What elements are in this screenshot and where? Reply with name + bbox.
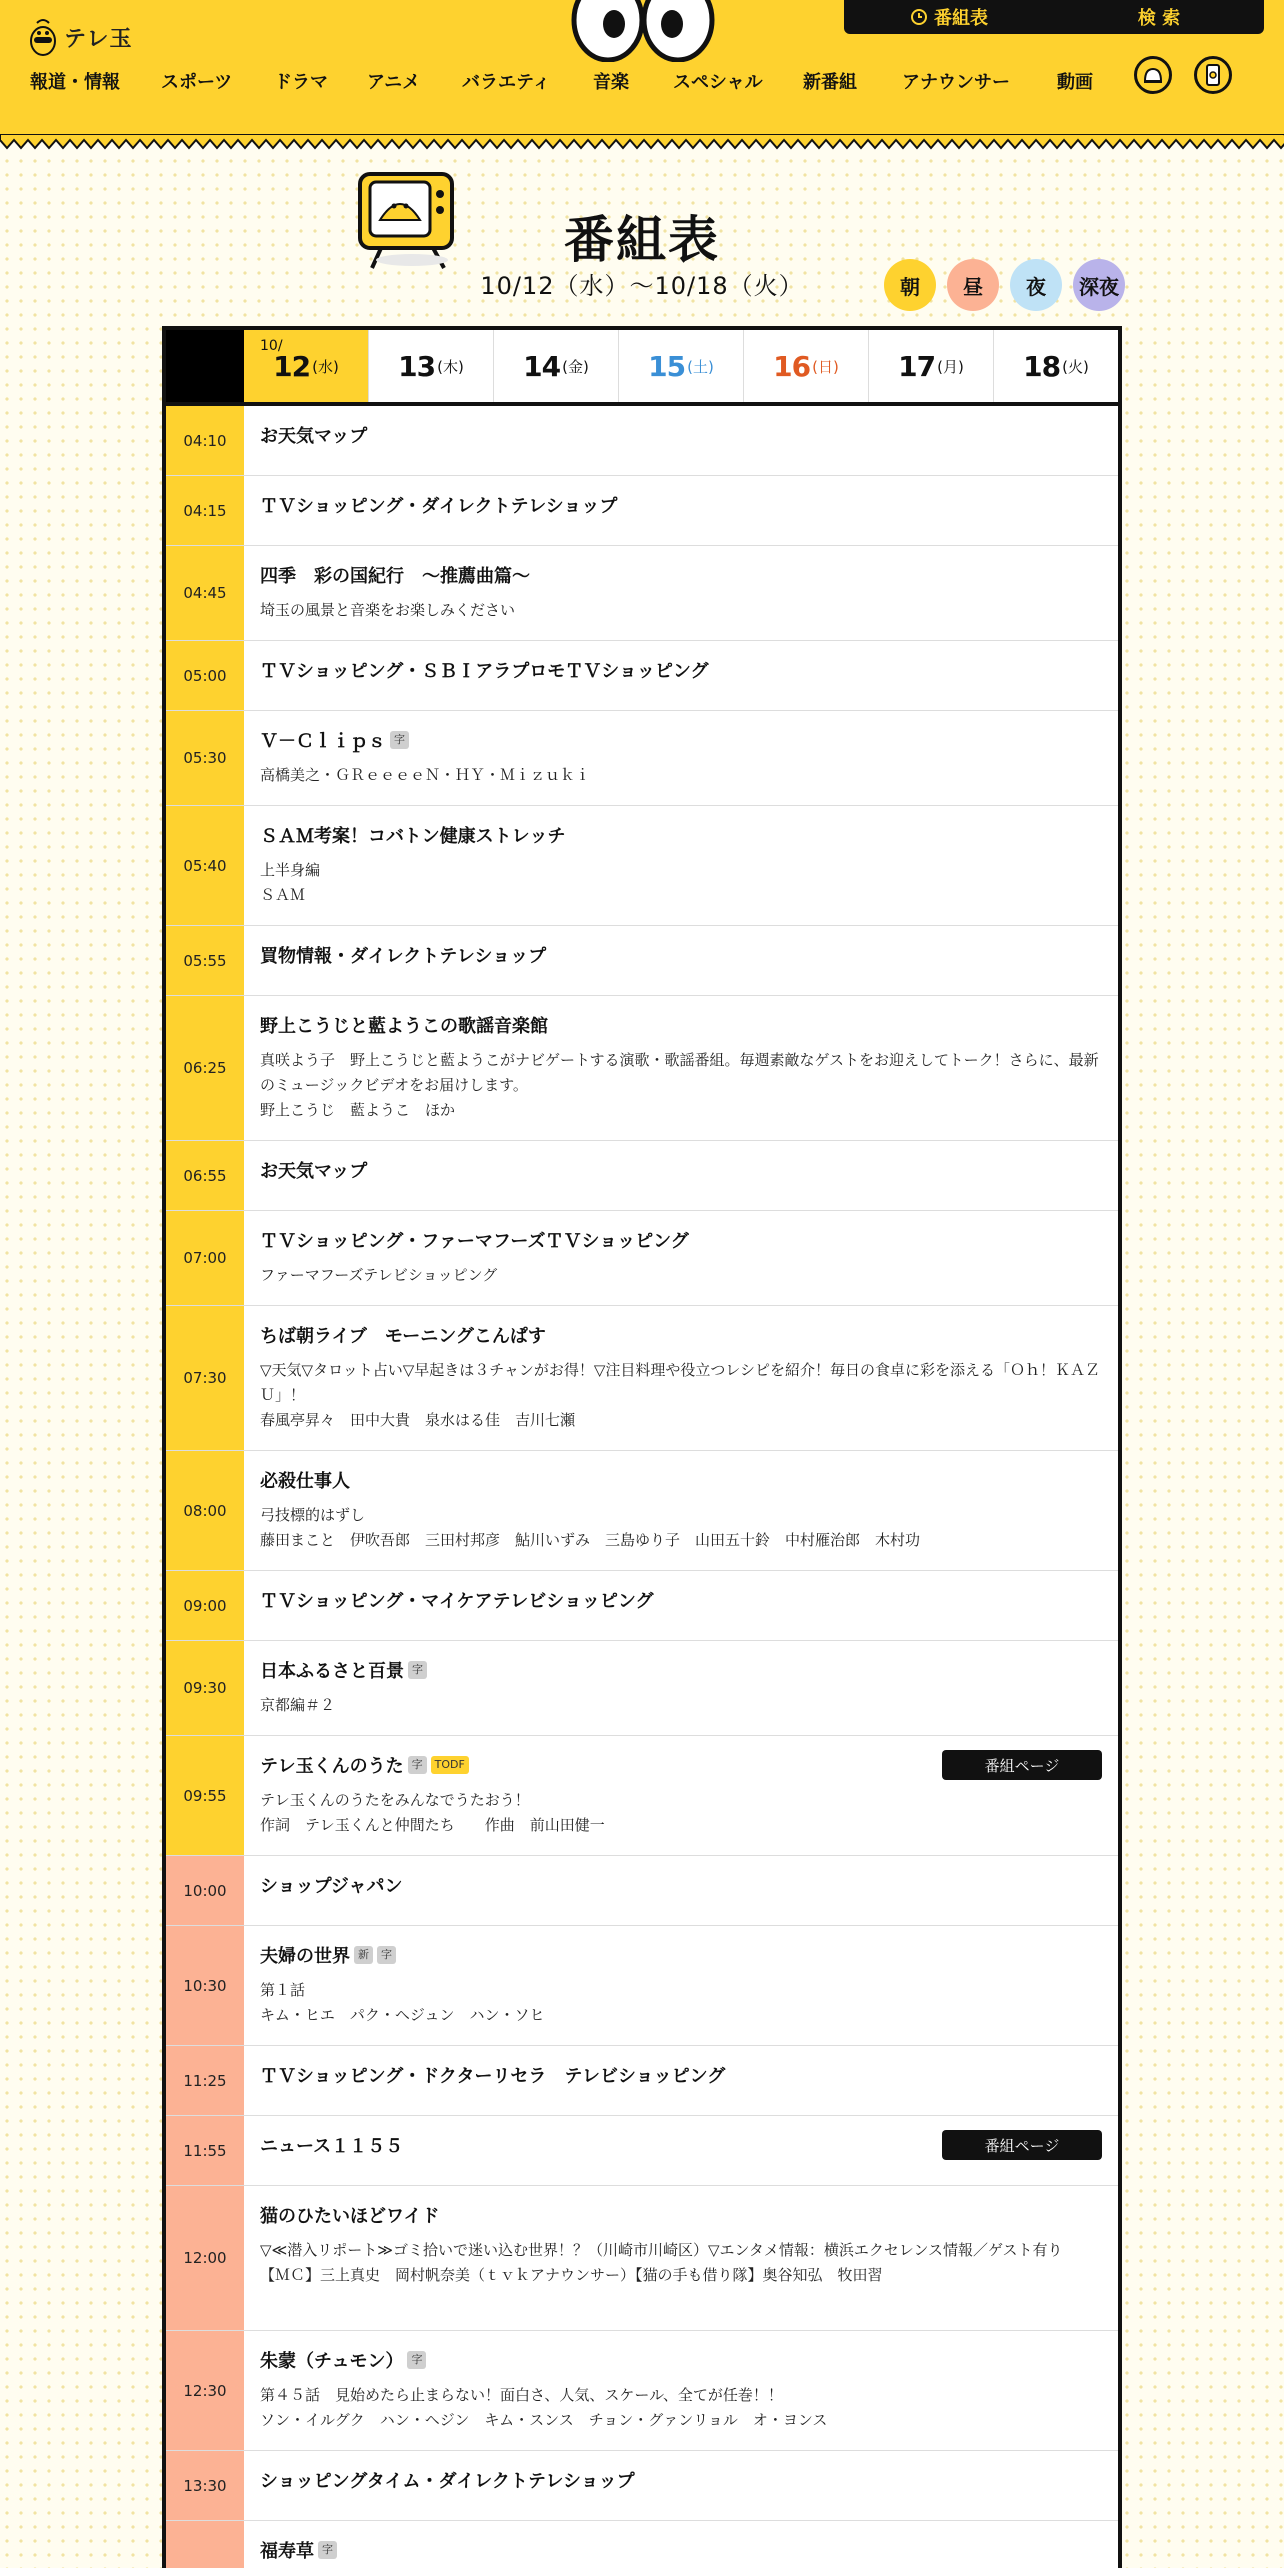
program-title[interactable]: 野上こうじと藍ようこの歌謡音楽館 bbox=[260, 1016, 548, 1037]
program-title[interactable]: 朱蒙（チュモン） bbox=[260, 2351, 404, 2372]
program-description-line: 春風亭昇々 田中大貴 泉水はる佳 吉川七瀬 bbox=[260, 1411, 576, 1429]
program-time: 05:00 bbox=[166, 641, 244, 710]
program-description-line: ソン・イルグク ハン・ヘジン キム・スンス チョン・グァンリョル オ・ヨンス bbox=[260, 2411, 828, 2429]
program-title[interactable]: ショップジャパン bbox=[260, 1876, 403, 1897]
mascot-eyes-icon bbox=[568, 0, 718, 62]
program-row[interactable] bbox=[166, 1926, 1118, 2046]
program-title[interactable]: 買物情報・ダイレクトテレショップ bbox=[260, 946, 547, 967]
date-day: 18 bbox=[1023, 349, 1061, 383]
program-description-line: 藤田まこと 伊吹吾郎 三田村邦彦 鮎川いずみ 三島ゆり子 山田五十鈴 中村雁治郎 木村功 bbox=[260, 1531, 921, 1549]
program-row[interactable] bbox=[166, 476, 1118, 546]
program-time: 10:30 bbox=[166, 1926, 244, 2045]
program-row[interactable] bbox=[166, 711, 1118, 806]
time-filter-group bbox=[884, 259, 1125, 311]
program-title[interactable]: ＴＶショッピング・ダイレクトテレショップ bbox=[260, 496, 618, 517]
tv-mascot-icon bbox=[352, 168, 460, 272]
program-title-line bbox=[260, 1944, 1102, 1966]
program-detail bbox=[244, 1571, 1118, 1640]
site-header bbox=[0, 0, 1284, 140]
program-row[interactable] bbox=[166, 1141, 1118, 1211]
program-row[interactable] bbox=[166, 2116, 1118, 2186]
program-time: 08:00 bbox=[166, 1451, 244, 1570]
program-time: 06:25 bbox=[166, 996, 244, 1140]
program-title[interactable]: ＳＡＭ考案！コバトン健康ストレッチ bbox=[260, 826, 566, 847]
program-title[interactable]: 必殺仕事人 bbox=[260, 1471, 350, 1492]
program-row[interactable] bbox=[166, 406, 1118, 476]
date-day: 13 bbox=[398, 349, 436, 383]
program-title[interactable]: テレ玉くんのうた bbox=[260, 1756, 404, 1777]
date-month: 10/ bbox=[260, 338, 283, 354]
program-description bbox=[260, 598, 1102, 623]
program-description-line: 高橋美之・ＧＲｅｅｅｅＮ・ＨＹ・Ｍｉｚｕｋｉ bbox=[260, 766, 591, 784]
program-description bbox=[260, 1048, 1102, 1123]
program-title[interactable]: ニュース１１５５ bbox=[260, 2136, 404, 2157]
program-detail bbox=[244, 711, 1118, 805]
filter-late-night[interactable]: 深夜 bbox=[1073, 259, 1125, 311]
program-description bbox=[260, 1978, 1102, 2028]
program-title[interactable]: ＴＶショッピング・マイケアテレビショッピング bbox=[260, 1591, 654, 1612]
program-description-line: 第４５話 見始めたら止まらない！面白さ、人気、スケール、全てが任巻！！ bbox=[260, 2386, 783, 2404]
date-tab[interactable] bbox=[618, 330, 743, 402]
program-time: 09:00 bbox=[166, 1571, 244, 1640]
nav-icon-group bbox=[1134, 56, 1232, 94]
nav-videos[interactable]: 動画 bbox=[1057, 72, 1093, 93]
logo-text: テレ玉 bbox=[64, 26, 133, 52]
program-description bbox=[260, 1788, 1102, 1838]
program-page-button[interactable]: 番組ページ bbox=[942, 1750, 1102, 1780]
bell-mascot-icon bbox=[1141, 63, 1165, 87]
program-description-line: テレ玉くんのうたをみんなでうたおう！ bbox=[260, 1791, 530, 1809]
program-detail bbox=[244, 2451, 1118, 2520]
program-title-line bbox=[260, 1229, 1102, 1251]
program-row[interactable] bbox=[166, 1856, 1118, 1926]
program-row[interactable] bbox=[166, 1306, 1118, 1451]
date-tab[interactable] bbox=[743, 330, 868, 402]
program-description-line: ▽天気▽タロット占い▽早起きは３チャンがお得！▽注目料理や役立つレシピを紹介！毎日の食卓に彩を添える「Ｏｈ！ＫＡＺＵ」！ bbox=[260, 1361, 1101, 1404]
date-day: 15 bbox=[648, 349, 686, 383]
program-time: 04:15 bbox=[166, 476, 244, 545]
program-detail bbox=[244, 806, 1118, 925]
program-title[interactable]: お天気マップ bbox=[260, 1161, 368, 1182]
program-page-button[interactable]: 番組ページ bbox=[942, 2130, 1102, 2160]
program-description-line: 真咲よう子 野上こうじと藍ようこがナビゲートする演歌・歌謡番組。毎週素敵なゲストをお迎えしてトーク！さらに、最新のミュージックビデオをお届けします。 bbox=[260, 1051, 1099, 1094]
header-zigzag-edge bbox=[0, 134, 1284, 150]
search-link-label: 検 索 bbox=[1137, 8, 1181, 29]
program-detail bbox=[244, 641, 1118, 710]
program-title-line bbox=[260, 1159, 1102, 1181]
program-badge: 字 bbox=[408, 1661, 427, 1679]
date-tab[interactable] bbox=[493, 330, 618, 402]
date-weekday: (金) bbox=[562, 357, 589, 376]
program-row[interactable] bbox=[166, 2451, 1118, 2521]
program-title[interactable]: ＴＶショッピング・ファーマフーズＴＶショッピング bbox=[260, 1231, 689, 1252]
program-description-line: 【ＭＣ】三上真史 岡村帆奈美（ｔｖｋアナウンサー）【猫の手も借り隊】奥谷知弘 牧田習 bbox=[260, 2266, 883, 2284]
program-time: 04:10 bbox=[166, 406, 244, 475]
logo[interactable] bbox=[28, 14, 133, 60]
schedule-table bbox=[162, 326, 1122, 2568]
program-title[interactable]: ＴＶショッピング・ＳＢＩアラプロモＴＶショッピング bbox=[260, 661, 709, 682]
date-corner bbox=[166, 330, 244, 402]
date-tabs bbox=[166, 330, 1118, 406]
program-detail bbox=[244, 2186, 1118, 2330]
program-detail bbox=[244, 1641, 1118, 1735]
program-title[interactable]: ＴＶショッピング・ドクターリセラ テレビショッピング bbox=[260, 2066, 726, 2087]
main-nav bbox=[30, 66, 1093, 96]
program-badge: 字 bbox=[408, 1756, 427, 1774]
program-detail bbox=[244, 2046, 1118, 2115]
program-time: 04:45 bbox=[166, 546, 244, 640]
program-description-line: 第１話 bbox=[260, 1981, 306, 1999]
date-weekday: (土) bbox=[687, 357, 714, 376]
program-detail bbox=[244, 2331, 1118, 2450]
program-title[interactable]: ショッピングタイム・ダイレクトテレショップ bbox=[260, 2471, 635, 2492]
program-detail bbox=[244, 1141, 1118, 1210]
program-badge: 字 bbox=[318, 2541, 337, 2559]
tele-tama-mascot-icon bbox=[28, 17, 58, 57]
nav-variety[interactable]: バラエティ bbox=[462, 72, 551, 93]
date-tab[interactable] bbox=[244, 330, 368, 402]
program-title-line bbox=[260, 824, 1102, 846]
program-description-line: ▽≪潜入リポート≫ゴミ拾いで迷い込む世界！？（川崎市川崎区）▽エンタメ情報：横浜エクセレンス情報／ゲスト有り bbox=[260, 2241, 1063, 2259]
date-weekday: (水) bbox=[312, 357, 339, 376]
date-day: 17 bbox=[898, 349, 936, 383]
program-row[interactable] bbox=[166, 546, 1118, 641]
program-title[interactable]: ちば朝ライブ モーニングこんぱす bbox=[260, 1326, 546, 1347]
program-title-line bbox=[260, 2204, 1102, 2226]
date-day: 16 bbox=[773, 349, 811, 383]
program-time: 13:30 bbox=[166, 2451, 244, 2520]
program-title-line bbox=[260, 1874, 1102, 1896]
program-row[interactable] bbox=[166, 1571, 1118, 1641]
teletama-chiba-button[interactable] bbox=[1194, 56, 1232, 94]
search-link[interactable] bbox=[1054, 4, 1264, 30]
program-detail bbox=[244, 1736, 1118, 1855]
program-row[interactable] bbox=[166, 926, 1118, 996]
program-row[interactable] bbox=[166, 641, 1118, 711]
program-title-line bbox=[260, 2469, 1102, 2491]
program-time: 09:55 bbox=[166, 1736, 244, 1855]
program-title[interactable]: 日本ふるさと百景 bbox=[260, 1661, 404, 1682]
program-row[interactable] bbox=[166, 2046, 1118, 2116]
program-badge: 字 bbox=[407, 2351, 426, 2369]
filter-morning[interactable]: 朝 bbox=[884, 259, 936, 311]
program-description bbox=[260, 1693, 1102, 1718]
nav-anime[interactable]: アニメ bbox=[367, 72, 421, 93]
program-row[interactable] bbox=[166, 1736, 1118, 1856]
filter-night[interactable]: 夜 bbox=[1010, 259, 1062, 311]
program-time: 11:25 bbox=[166, 2046, 244, 2115]
date-tab[interactable] bbox=[868, 330, 993, 402]
program-description bbox=[260, 1263, 1102, 1288]
program-detail bbox=[244, 2521, 1118, 2568]
program-description-line: 作詞 テレ玉くんと仲間たち 作曲 前山田健一 bbox=[260, 1816, 605, 1834]
program-list bbox=[166, 406, 1118, 2568]
program-description bbox=[260, 2383, 1102, 2433]
date-weekday: (月) bbox=[937, 357, 964, 376]
program-title-line bbox=[260, 564, 1102, 586]
program-time: 06:55 bbox=[166, 1141, 244, 1210]
program-time: 07:00 bbox=[166, 1211, 244, 1305]
date-weekday: (木) bbox=[437, 357, 464, 376]
program-time: 11:55 bbox=[166, 2116, 244, 2185]
program-title-line bbox=[260, 1014, 1102, 1036]
date-day: 12 bbox=[273, 349, 311, 383]
program-description bbox=[260, 2238, 1102, 2288]
program-description-line: ファーマフーズテレビショッピング bbox=[260, 1266, 498, 1284]
program-title-line bbox=[260, 659, 1102, 681]
date-tab[interactable] bbox=[368, 330, 493, 402]
date-tab[interactable] bbox=[993, 330, 1118, 402]
nav-drama[interactable]: ドラマ bbox=[274, 72, 328, 93]
program-time: 09:30 bbox=[166, 1641, 244, 1735]
program-badge: 字 bbox=[390, 731, 409, 749]
program-row[interactable] bbox=[166, 2186, 1118, 2331]
program-time: 05:40 bbox=[166, 806, 244, 925]
program-detail bbox=[244, 996, 1118, 1140]
program-title[interactable]: お天気マップ bbox=[260, 426, 368, 447]
program-time: 12:30 bbox=[166, 2331, 244, 2450]
program-row[interactable] bbox=[166, 2521, 1118, 2568]
program-description-line: 埼玉の風景と音楽をお楽しみください bbox=[260, 601, 516, 619]
teletama-app-button[interactable] bbox=[1134, 56, 1172, 94]
nav-news[interactable]: 報道・情報 bbox=[30, 72, 120, 93]
program-row[interactable] bbox=[166, 2331, 1118, 2451]
program-time: 07:30 bbox=[166, 1306, 244, 1450]
program-badge: 新 bbox=[354, 1946, 373, 1964]
nav-music[interactable]: 音楽 bbox=[593, 72, 629, 93]
nav-sports[interactable]: スポーツ bbox=[161, 72, 233, 93]
date-weekday: (火) bbox=[1062, 357, 1089, 376]
program-detail bbox=[244, 2116, 1118, 2185]
program-time bbox=[166, 2521, 244, 2568]
program-title-line bbox=[260, 2349, 1102, 2371]
program-detail bbox=[244, 1306, 1118, 1450]
program-row[interactable] bbox=[166, 806, 1118, 926]
filter-noon[interactable]: 昼 bbox=[947, 259, 999, 311]
program-title-line bbox=[260, 494, 1102, 516]
nav-new-programs[interactable]: 新番組 bbox=[803, 72, 857, 93]
schedule-link-label: 番組表 bbox=[934, 8, 988, 29]
clock-icon bbox=[910, 8, 928, 26]
date-range: 10/12（水）〜10/18（火） bbox=[480, 272, 804, 300]
program-badge: TODF bbox=[431, 1756, 469, 1774]
program-row[interactable] bbox=[166, 1451, 1118, 1571]
nav-announcers[interactable]: アナウンサー bbox=[902, 72, 1010, 93]
program-title-line bbox=[260, 1469, 1102, 1491]
nav-special[interactable]: スペシャル bbox=[673, 72, 763, 93]
program-time: 05:30 bbox=[166, 711, 244, 805]
program-title[interactable]: 四季 彩の国紀行 ～推薦曲篇～ bbox=[260, 566, 530, 587]
program-description bbox=[260, 1503, 1102, 1553]
program-detail bbox=[244, 1856, 1118, 1925]
program-description-line: 上半身編 bbox=[260, 861, 321, 879]
program-time: 05:55 bbox=[166, 926, 244, 995]
program-title[interactable]: Ｖ－Ｃｌｉｐｓ bbox=[260, 731, 386, 752]
schedule-link[interactable] bbox=[844, 4, 1054, 30]
program-description bbox=[260, 858, 1102, 908]
program-description-line: 弓技標的はずし bbox=[260, 1506, 366, 1524]
program-title-line bbox=[260, 1324, 1102, 1346]
program-detail bbox=[244, 926, 1118, 995]
page-title: 番組表 bbox=[564, 211, 720, 269]
program-title-line bbox=[260, 424, 1102, 446]
program-description-line: 京都編＃２ bbox=[260, 1696, 336, 1714]
program-row[interactable] bbox=[166, 1211, 1118, 1306]
program-detail bbox=[244, 1211, 1118, 1305]
program-title-line bbox=[260, 2064, 1102, 2086]
program-title-line bbox=[260, 1659, 1102, 1681]
program-time: 10:00 bbox=[166, 1856, 244, 1925]
program-row[interactable] bbox=[166, 1641, 1118, 1736]
program-description-line: 野上こうじ 藍ようこ ほか bbox=[260, 1101, 456, 1119]
program-detail bbox=[244, 546, 1118, 640]
program-description-line: キム・ヒエ パク・ヘジュン ハン・ソヒ bbox=[260, 2006, 545, 2024]
program-detail bbox=[244, 1926, 1118, 2045]
program-description bbox=[260, 1358, 1102, 1433]
program-title-line bbox=[260, 2539, 1102, 2561]
program-title[interactable]: 猫のひたいほどワイド bbox=[260, 2206, 440, 2227]
date-day: 14 bbox=[523, 349, 561, 383]
program-detail bbox=[244, 406, 1118, 475]
program-detail bbox=[244, 1451, 1118, 1570]
program-title[interactable]: 夫婦の世界 bbox=[260, 1946, 350, 1967]
program-title-line bbox=[260, 944, 1102, 966]
phone-mascot-icon bbox=[1202, 63, 1224, 87]
program-title[interactable]: 福寿草 bbox=[260, 2541, 314, 2562]
program-title-line bbox=[260, 1589, 1102, 1611]
program-detail bbox=[244, 476, 1118, 545]
date-weekday: (日) bbox=[812, 357, 839, 376]
program-title-line bbox=[260, 729, 1102, 751]
program-badge: 字 bbox=[377, 1946, 396, 1964]
program-row[interactable] bbox=[166, 996, 1118, 1141]
top-utility-bar bbox=[844, 0, 1264, 34]
program-description bbox=[260, 763, 1102, 788]
program-description-line: ＳＡＭ bbox=[260, 886, 306, 904]
program-time: 12:00 bbox=[166, 2186, 244, 2330]
